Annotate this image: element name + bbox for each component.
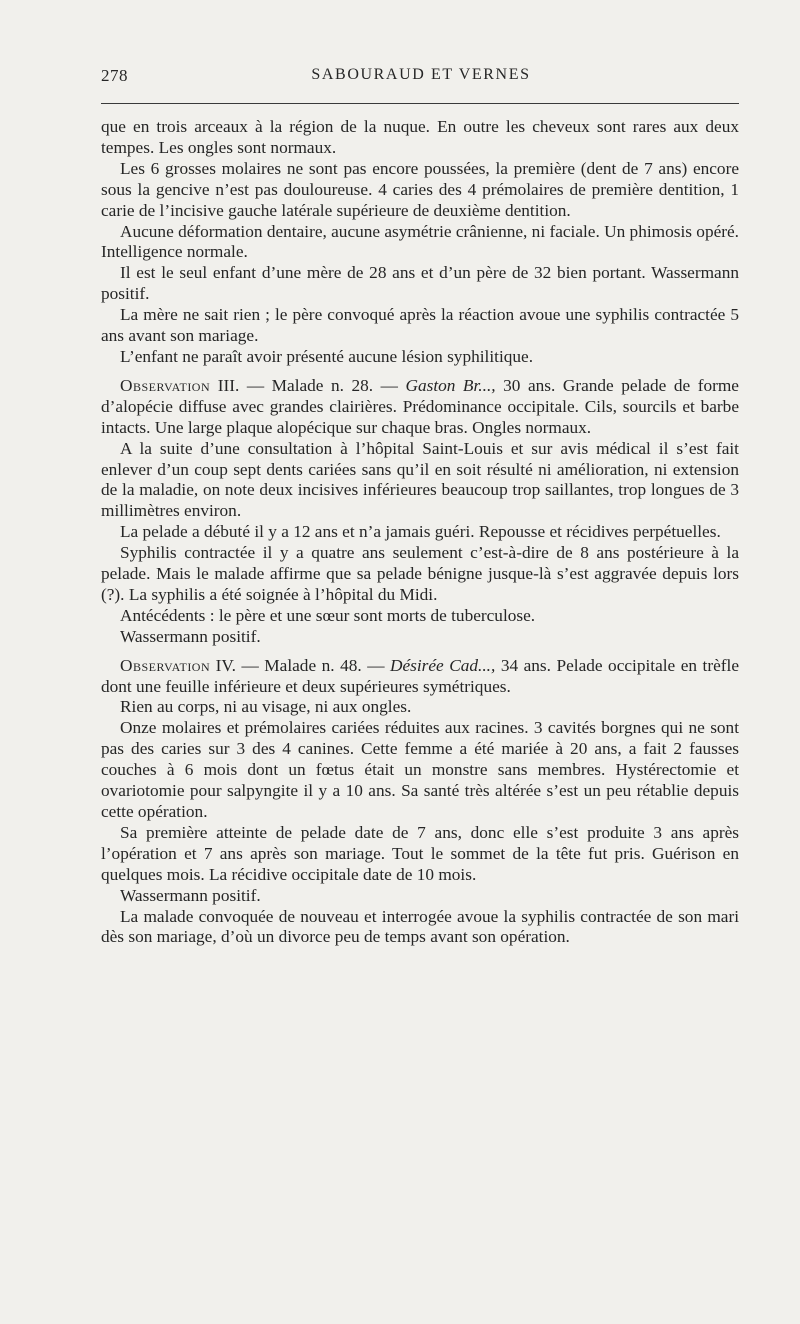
- observation-number: III.: [217, 375, 240, 395]
- paragraph: Rien au corps, ni au visage, ni aux ongles.: [120, 697, 412, 717]
- observation-number: IV.: [215, 655, 236, 675]
- paragraph: Les 6 grosses molaires ne sont pas encore poussées, la première (dent de 7 ans) encore sous la gencive n’est pas douloureuse. 4 caries des 4 prémolaires de première dentition, 1 carie de l’incisive gauche latérale supérieure de deuxième dentition.: [101, 158, 739, 220]
- page-header: [101, 66, 741, 92]
- patient-number: — Malade n. 28. —: [239, 375, 406, 395]
- paragraph: A la suite d’une consultation à l’hôpital Saint-Louis et sur avis médical il s’est fait enlever d’un coup sept dents cariées sans qu’il en soit résulté ni amélioration, ni extension de la maladie, on note deux incisives inférieures beaucoup trop saillantes, trop longues de 3 millimètres environ.: [101, 438, 739, 521]
- paragraph: Antécédents : le père et une sœur sont morts de tuberculose.: [120, 605, 536, 625]
- observation-label: Observation: [120, 655, 211, 675]
- paragraph: Il est le seul enfant d’une mère de 28 ans et d’un père de 32 bien portant. Wassermann positif.: [101, 263, 739, 304]
- observation-label: Observation: [120, 375, 211, 395]
- paragraph: Aucune déformation dentaire, aucune asymétrie crânienne, ni faciale. Un phimosis opéré. Intelligence normale.: [101, 221, 739, 262]
- observation-4-heading-paragraph: [101, 656, 739, 698]
- observation-text: 30 ans. Grande pelade de forme d’alopécie diffuse avec grandes clairières. Prédominance occipitale. Cils, sourcils et barbe intacts. Une large plaque alopécique sur chaque bras. Ongles normaux.: [101, 375, 739, 437]
- page-body: [101, 117, 739, 948]
- paragraph: Syphilis contractée il y a quatre ans seulement c’est-à-dire de 8 ans postérieure à la pelade. Mais le malade affirme que sa pelade bénigne jusque-là s’est aggravée depuis lors (?). La syphilis a été soignée à l’hôpital du Midi.: [101, 543, 739, 604]
- patient-name: Gaston Br...,: [405, 375, 496, 395]
- header-rule: [101, 103, 739, 104]
- paragraph: La malade convoquée de nouveau et interrogée avoue la syphilis contractée de son mari dès son mariage, d’où un divorce peu de temps avant son opération.: [101, 906, 739, 947]
- paragraph: Wassermann positif.: [120, 626, 261, 646]
- running-title: SABOURAUD ET VERNES: [311, 66, 531, 83]
- paragraph: L’enfant ne paraît avoir présenté aucune lésion syphilitique.: [120, 346, 534, 366]
- page-number: 278: [101, 66, 128, 85]
- patient-number: — Malade n. 48. —: [236, 655, 390, 675]
- paragraph: Wassermann positif.: [120, 885, 261, 905]
- paragraph: La pelade a débuté il y a 12 ans et n’a jamais guéri. Repousse et récidives perpétuelles.: [120, 522, 721, 542]
- paragraph: La mère ne sait rien ; le père convoqué après la réaction avoue une syphilis contractée 5 ans avant son mariage.: [101, 305, 739, 346]
- patient-name: Désirée Cad...,: [389, 655, 496, 675]
- observation-3-heading-paragraph: [101, 376, 739, 439]
- paragraph: Onze molaires et prémolaires cariées réduites aux racines. 3 cavités borgnes qui ne sont pas des caries sur 3 des 4 canines. Cette femme a été mariée à 20 ans, a fait 2 fausses couches à 6 mois dont un fœtus était un monstre sans membres. Hystérectomie et ovariotomie pour salpyngite il y a 10 ans. Sa santé très altérée s’est un peu rétablie depuis cette opération.: [101, 718, 739, 821]
- paragraph: que en trois arceaux à la région de la nuque. En outre les cheveux sont rares aux deux tempes. Les ongles sont normaux.: [101, 117, 739, 157]
- observation-text: 34 ans. Pelade occipitale en trèfle dont une feuille inférieure et deux supérieures symétriques.: [101, 655, 739, 696]
- paragraph: Sa première atteinte de pelade date de 7 ans, donc elle s’est produite 3 ans après l’opération et 7 ans après son mariage. Tout le sommet de la tête fut pris. Guérison en quelques mois. La récidive occipitale date de 10 mois.: [101, 822, 739, 884]
